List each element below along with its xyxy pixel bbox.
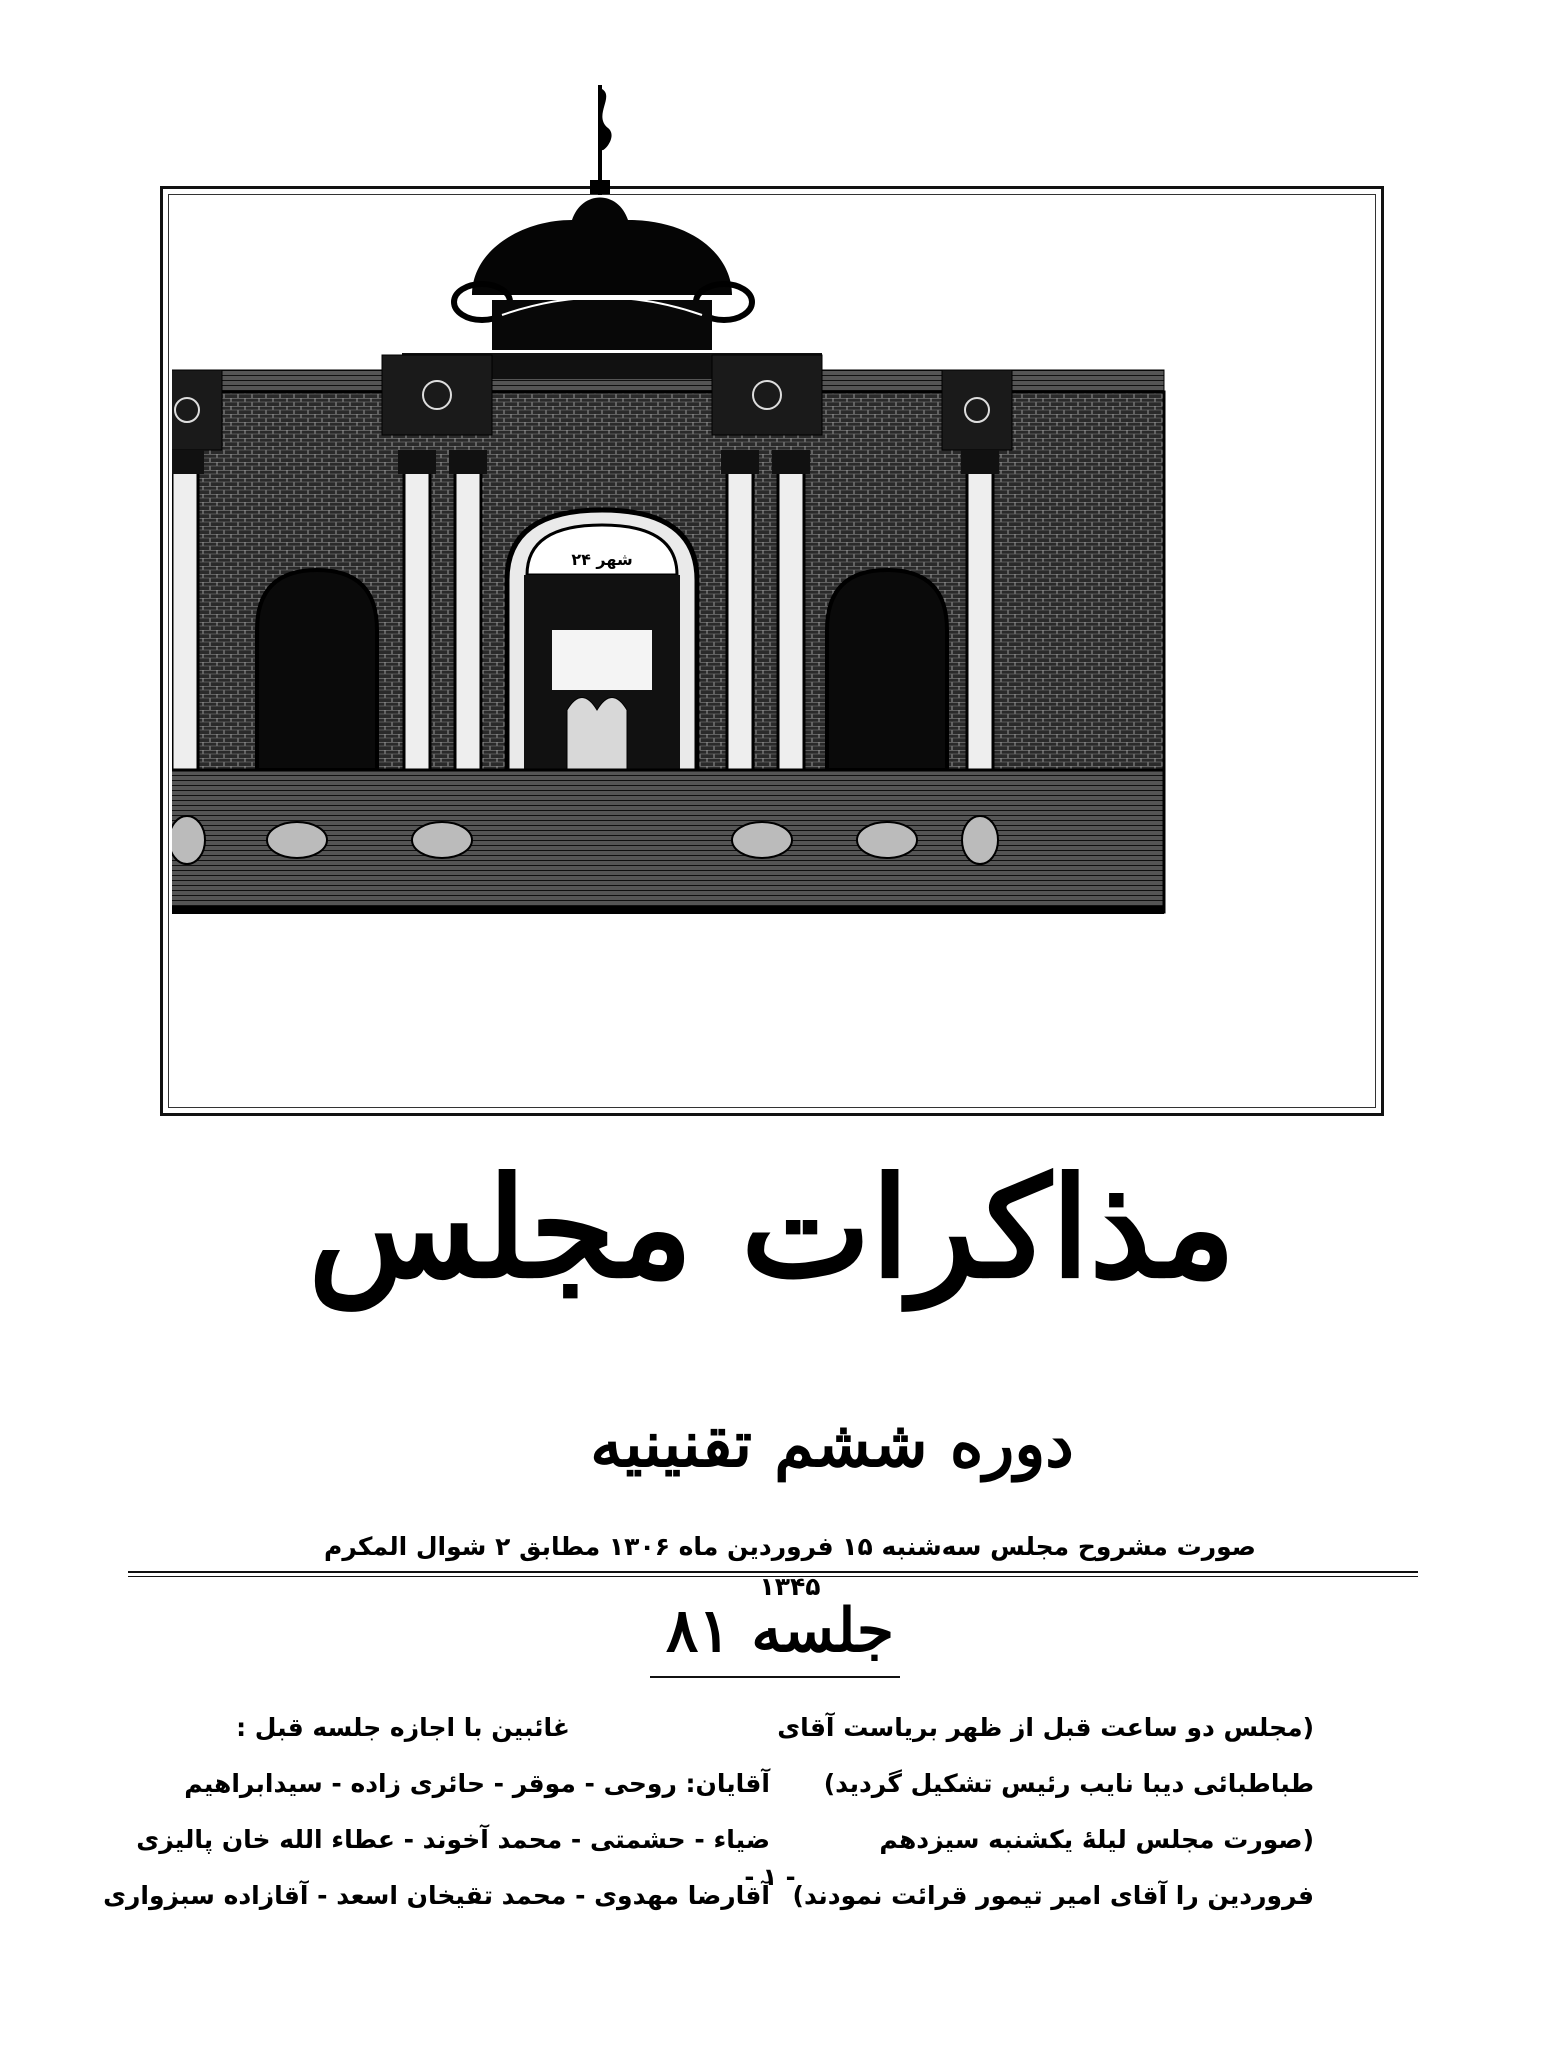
minutes-column [777,1700,1314,1924]
minutes-line: (صورت مجلس لیلهٔ یکشنبه سیزدهم [879,1825,1314,1854]
right-arched-niche [827,570,947,770]
flag-icon [590,85,612,195]
dateline: صورت مشروح مجلس سه‌شنبه ۱۵ فروردین ماه ۱۳۰۶ مطابق ۲ شوال المکرم ۱۳۴۵ [324,1532,1256,1601]
session-underline [650,1676,900,1678]
absentees-column [103,1700,770,1924]
session-heading: جلسه ۸۱ [666,1596,894,1666]
crown-ornament-icon [454,198,752,351]
left-arched-niche [257,570,377,770]
absentees-heading: غائبین با اجازه جلسه قبل : [236,1713,570,1742]
parliament-building-illustration [172,70,1372,1110]
header-rule-thin [128,1576,1418,1577]
header-rule [128,1571,1418,1573]
arch-inscription: ۲۴ شهر [571,550,633,569]
absentees-line: آقارضا مهدوی - محمد تقیخان اسعد - آقازاده سبزواری [103,1881,770,1910]
page-number: - ۱ - [744,1863,796,1891]
minutes-line: فروردین را آقای امیر تیمور قرائت نمودند) [792,1881,1314,1910]
absentees-line: ضیاء - حشمتی - محمد آخوند - عطاء الله خان پالیزی [136,1825,770,1854]
masthead-title: مذاکرات مجلس [308,1146,1236,1309]
minutes-line: طباطبائی دیبا نایب رئیس تشکیل گردید) [823,1769,1314,1798]
masthead-subtitle: دوره ششم تقنینیه [590,1407,1074,1482]
absentees-line: آقایان: روحی - موقر - حائری زاده - سیدابراهیم [184,1769,770,1798]
minutes-line: (مجلس دو ساعت قبل از ظهر بریاست آقای [777,1713,1314,1742]
